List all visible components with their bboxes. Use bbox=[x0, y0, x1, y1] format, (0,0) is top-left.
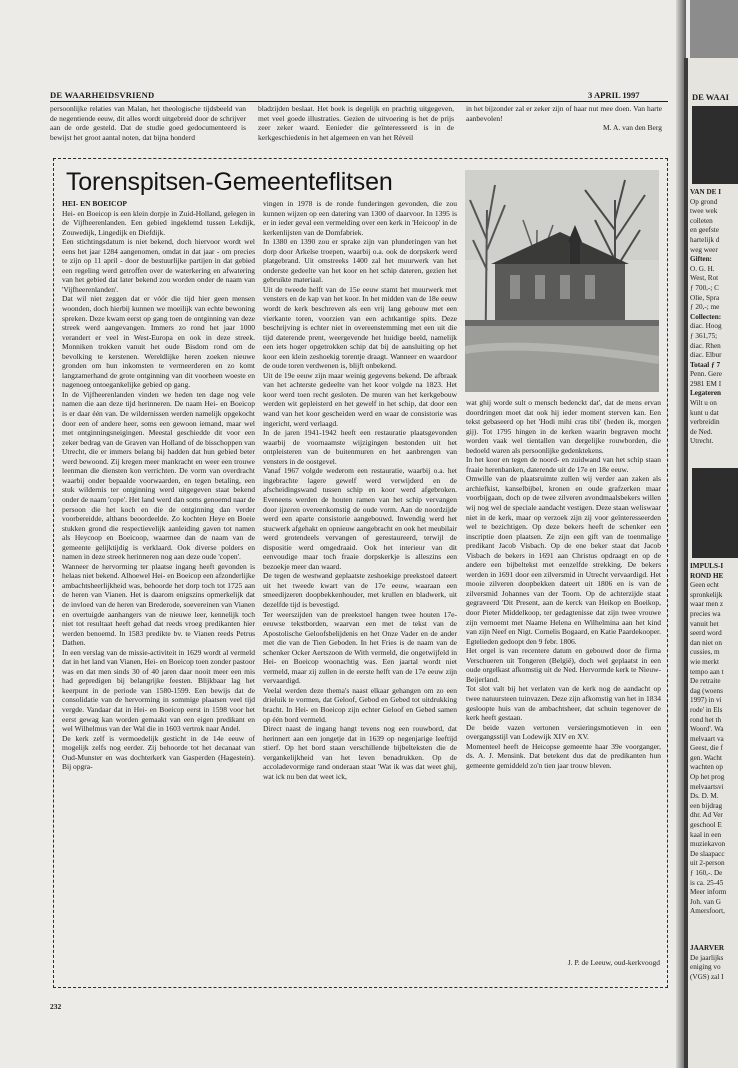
next-page-line: kunt u dat bbox=[690, 408, 719, 417]
next-page-line: De jaarlijks bbox=[690, 953, 724, 962]
next-page-header: DE WAAI bbox=[692, 92, 729, 102]
next-page-line: en geefste bbox=[690, 226, 719, 235]
intro-text-2: bladzijden beslaat. Het boek is degelijk en prachtig uitgegeven, met veel goede illustraties. Gezien de uitvoering is het de prijs zeer zeker waard. Eenieder die geïnteresseerd is in de kerkgeschiedenis in het algemeen en van het Réveil bbox=[258, 104, 454, 142]
next-page-line: precies wa bbox=[690, 609, 721, 618]
next-page-line: Collecten: bbox=[690, 312, 722, 321]
next-page-block-2 bbox=[688, 562, 727, 917]
intro-column-2 bbox=[258, 104, 454, 150]
article-paragraph: Het orgel is van recentere datum en gebouwd door de firma Verschueren uit Tongeren (België), doch wel geplaatst in een oude orgelkast afkomstig uit de Ned. Hervormde kerk te Nieuw-Beijerland. bbox=[466, 646, 661, 684]
intro-text-3: in het bijzonder zal er zeker zijn of haar nut mee doen. Van harte aanbevolen! bbox=[466, 104, 662, 123]
article-paragraph: De kerk zelf is vermoedelijk gesticht in de 14e eeuw of mogelijk zelfs nog eerder. Zij behoorde tot het decanaat van Oud-Munster en was dochterkerk van Gasperden (Hagestein). Bij opgra- bbox=[62, 733, 255, 772]
next-page-line: ƒ 361,75; bbox=[690, 331, 718, 340]
next-page-line: O. G. H. bbox=[690, 264, 715, 273]
article-column-3 bbox=[466, 398, 661, 953]
intro-column-1 bbox=[50, 104, 246, 150]
article-subheading: HEI- EN BOEICOP bbox=[62, 199, 128, 208]
page-number: 232 bbox=[50, 1002, 62, 1011]
magazine-page-right bbox=[684, 58, 738, 1068]
next-page-line: VAN DE I bbox=[690, 188, 722, 196]
next-page-dark-box bbox=[692, 106, 738, 184]
next-page-line: Penn. Gere bbox=[690, 370, 722, 379]
article-paragraph: In 1380 en 1390 zou er sprake zijn van plunderingen van het dorp door Arkelse troepen, waarbij o.a. ook de dorpskerk werd platgebrand. Uit omstreeks 1400 zal het muurwerk van het onderste gedeelte van het koor en het schip dateren, gezien het gebruikte materiaal. bbox=[263, 237, 457, 285]
article-paragraph: Een stichtingsdatum is niet bekend, doch hiervoor wordt wel eens het jaar 1284 aangenomen, omdat in dat jaar - om precies te zijn op 11 april - door de bestuurlijke partijen in dat gebied een regeling werd getroffen over de waterkering en afwatering van het gebied dat later bekend zou worden onder de naam van 'Vijfheerenlanden'. bbox=[62, 237, 255, 294]
next-page-line: Op grond bbox=[690, 197, 718, 206]
next-page-line: diac. Elbur bbox=[690, 351, 722, 360]
article-paragraph: Vanaf 1967 volgde wederom een restauratie, waarbij o.a. het ingebrachte lagere gewelf werd verwijderd en de afscheidingswand tussen schip en koor werd afgebroken. Eveneens werden de houten ramen van het schip vervangen door ijzeren overeenkomstig de oude vorm. Aan de noordzijde werd een aparte consistorie aangebouwd. Inwendig werd het stucwerk afgehakt en opnieuw aangebracht en ook het meubilair werd grotendeels vervangen of gerestaureerd, terwijl de dispositie werd omgedraaid. Ook het interieur van dit eenvoudige maar toch fraaie dorpskerkje is alleszins een bezoekje meer dan waard. bbox=[263, 466, 457, 571]
article-paragraph: Hei- en Boeicop is een klein dorpje in Zuid-Holland, gelegen in de Vijfheerenlanden. Een gebied ingeklemd tussen Lekdijk, Zouwedijk, Lingedijk en Diefdijk. bbox=[62, 208, 255, 237]
next-page-line: ƒ 700,-; C bbox=[690, 283, 719, 292]
next-page-line: verbreidin bbox=[690, 418, 720, 427]
article-column-1 bbox=[62, 199, 255, 984]
publication-header: DE WAARHEIDSVRIEND bbox=[50, 90, 155, 100]
next-page-line: Meer inform bbox=[690, 888, 727, 897]
intro-text-1: persoonlijke relaties van Malan, het theologische tijdsbeeld van de negentiende eeuw, dit alles wordt uitgebreid door de schrijver aan de orde gesteld. Dat de studie goed gedocumenteerd is bewijst het groot aantal noten, dat bijna honderd bbox=[50, 104, 246, 142]
next-page-line: weg weer bbox=[690, 245, 718, 254]
next-page-block-1 bbox=[688, 188, 722, 447]
article-paragraph: Direct naast de ingang hangt tevens nog een rouwbord, dat herinnert aan een jongetje dat in 1639 op negenjarige leeftijd stierf. Op het bord staan verschillende bijbelteksten die de vergankelijkheid van het leven benadrukken. Op de accoladevormige rand onderaan staat 'Wat ik was dat weet ghij, wat ick nu ben dat weet ick, bbox=[263, 724, 457, 781]
next-page-line: is ca. 25-45 bbox=[690, 878, 724, 887]
next-page-line: cussies, m bbox=[690, 648, 720, 657]
article-paragraph: Momenteel heeft de Heicopse gemeente haar 39e voorganger, ds. A. J. Mensink. Dat betekent dus dat de predikanten hun gemeente gemiddeld zo'n tien jaar trouw bleven. bbox=[466, 741, 661, 770]
next-page-line: ROND HE bbox=[690, 571, 724, 580]
article-paragraph: Tot slot valt bij het verlaten van de kerk nog de aandacht op twee natuursteen tuinvazen. Deze zijn afkomstig van het in 1834 gesloopte huis van de ambachtsheer, dat schuin tegenover de kerk heeft gestaan. bbox=[466, 684, 661, 723]
next-page-line: Woord'. Wa bbox=[690, 725, 724, 734]
next-page-line: uit 2-person bbox=[690, 859, 725, 868]
next-page-line: Amersfoort, bbox=[690, 907, 725, 916]
next-page-line: 1997) in vi bbox=[690, 696, 722, 705]
next-page-line: wie merkt bbox=[690, 657, 719, 666]
next-page-line: Op het prog bbox=[690, 773, 725, 782]
article-paragraph: In de jaren 1941-1942 heeft een restauratie plaatsgevonden waarbij de voornaamste wijzigingen bestonden uit het ontpleisteren van de buitenmuren en het aanbrengen van vensters in de oostgevel. bbox=[263, 428, 457, 466]
article-paragraph: wat ghij worde sult o mensch bedenckt dat', dat de mens ervan doordringen moet dat ook hij ieder moment sterven kan. Een tekst gebaseerd op het 'Hodi mihi cras tibi' (heden ik, morgen gij). Tot 1795 hingen in de kerken waarin begraven mocht worden vaak wel tientallen van dergelijke rouwborden, die bedoeld waren als persoonlijke gedenktekens. bbox=[466, 398, 661, 455]
next-page-line: wachten op bbox=[690, 763, 723, 772]
issue-date: 3 APRIL 1997 bbox=[588, 90, 640, 100]
next-page-line: 2981 EM I bbox=[690, 379, 722, 388]
article-column-2 bbox=[263, 199, 457, 984]
next-page-line: Geest, die f bbox=[690, 744, 723, 753]
next-page-line: Legateren bbox=[690, 389, 722, 398]
article-paragraph: Veelal werden deze thema's naast elkaar gehangen om zo een drieluik te vormen, dat Geloof, Gebod en Gebed tot uitdrukking bracht. In Hei- en Boeicop zijn echter Geloof en Gebed samen op één bord vermeld. bbox=[263, 685, 457, 724]
next-page-line: diac. Hoog bbox=[690, 322, 722, 331]
intro-column-3 bbox=[466, 104, 662, 150]
next-page-line: gen. Wacht bbox=[690, 753, 723, 762]
article-paragraph: Wanneer de hervorming ter plaatse ingang heeft gevonden is helaas niet bekend. Alhoewel Hei- en Boeicop een afzonderlijke ambachtsheerlijkheid was, behoorde het dorp toch tot 1725 aan de heren van Vianen. Het is daarom enigszins opmerkelijk dat de invloed van de heren van Brederode, soevereinen van Vianen en overtuigde aanhangers van de nieuwe leer, kennelijk toch niet tot resultaat heeft gehad dat reeds vroeg predikanten hier werden benoemd. In 1583 predikte bv. te Vianen reeds Petrus Dathen. bbox=[62, 561, 255, 648]
article-paragraph: De tegen de westwand geplaatste zeshoekige preekstoel dateert uit het tweede kwart van de 17e eeuw, waaraan een smeedijzeren doopbekkenhouder, met krullen en bladwerk, uit dezelfde tijd is bevestigd. bbox=[263, 571, 457, 609]
next-page-line: hartelijk d bbox=[690, 235, 720, 244]
next-page-line: (VGS) zal I bbox=[690, 972, 724, 981]
article-author: J. P. de Leeuw, oud-kerkvoogd bbox=[567, 958, 660, 967]
next-page-line: Ds. D. M. bbox=[690, 792, 719, 801]
next-page-line: rond het th bbox=[690, 715, 722, 724]
next-page-line: Utrecht. bbox=[690, 437, 714, 446]
article-paragraph: vingen in 1978 is de ronde funderingen gevonden, die zou kunnen wijzen op een datering van 1300 of daarvoor. In 1395 is er in ieder geval een vermelding over een kerk in 'Heicoop' in de kerkenlijsten van de Domfabriek. bbox=[263, 199, 457, 237]
next-page-line: Totaal ƒ 7 bbox=[690, 360, 721, 369]
next-page-line: West, Rot bbox=[690, 274, 719, 283]
next-page-line: De slaapacc bbox=[690, 849, 725, 858]
church-photo-icon bbox=[465, 170, 659, 392]
next-page-line: eniging vo bbox=[690, 963, 721, 972]
next-page-line: dan niet on bbox=[690, 638, 722, 647]
next-page-line: dhr. Ad Ver bbox=[690, 811, 723, 820]
next-page-line: Geen echt bbox=[690, 581, 719, 590]
next-page-line: Wilt u on bbox=[690, 399, 717, 408]
next-page-line: JAARVER bbox=[690, 944, 725, 952]
next-page-line: geschool E bbox=[690, 821, 722, 830]
next-page-line: melvaart va bbox=[690, 734, 724, 743]
next-page-line: muziekavon bbox=[690, 840, 726, 849]
article-paragraph: Uit de tweede helft van de 15e eeuw stamt het muurwerk met vensters en de kap van het koor. In het midden van de 18e eeuw wordt de kerk beschreven als een vrij lang gebouw met een vierkante toren, voorzien van een achtkantige spits. Deze beschrijving is echter niet in overeenstemming met een uit die tijd daterende prent, weergevende het huidige beeld, namelijk een iets hoger opgetrokken schip dat bij de aansluiting op het koor een klein zeshoekig torentje draagt. Wanneer en waardoor de oude toren verdwenen is, blijft onbekend. bbox=[263, 284, 457, 371]
next-page-line: twee wek bbox=[690, 207, 718, 216]
article-paragraph: De beide vazen vertonen versieringsmotieven in een overgangsstijl van Lodewijk XIV en XV. bbox=[466, 722, 661, 742]
next-page-line: een bijdrag bbox=[690, 801, 723, 810]
header-rule bbox=[50, 101, 668, 102]
next-page-line: colleten bbox=[690, 216, 713, 225]
article-paragraph: In een verslag van de missie-activiteit in 1629 wordt al vermeld dat in het land van Vianen, Hei- en Boeicop toen zonder pastoor was en dat men sinds 30 of 40 jaren daar nooit meer een mis had gepredigen bij belangrijke feesten. Blijkbaar lag het keerpunt in de periode van 1580-1599. Een bewijs dat de consolidatie van de hervorming in sommige plaatsen veel tijd vergde. Vandaar dat in Hei- en Boeicop eerst in 1598 voor het eerst gewag kan worden gemaakt van een eigen predikant en wel Wilhelmus van der Wal die in 1603 vertrok naar Andel. bbox=[62, 647, 255, 734]
article-paragraph: Ter weerszijden van de preekstoel hangen twee houten 17e-eeuwse tekstborden, waarvan een met de tekst van de Apostolische Geloofsbelijdenis en het Onze Vader en de ander met die van de Tien Geboden. In het Fries is de naam van de schenker Ocker Aertszoon de With vermeld, die ongetwijfeld in Hei- en Boeicop woonachtig was. Een jaartal wordt niet vermeld, maar zij zullen in de eerste helft van de 17e eeuw zijn vervaardigd. bbox=[263, 609, 457, 686]
review-signature: M. A. van den Berg bbox=[602, 123, 662, 133]
next-page-line: de Ned. bbox=[690, 427, 713, 436]
article-paragraph: Uit de 19e eeuw zijn maar weinig gegevens bekend. De afbraak van het achterste gedeelte van het koor volgde na 1823. Het koor werd toen recht gesloten. De muren van het kerkgebouw werden wit gepleisterd en het gewelf in het schip, dat door een wand van het koor gescheiden werd en waar de consistorie was ingericht, werd verlaagd. bbox=[263, 370, 457, 428]
next-page-line: waar men z bbox=[690, 600, 724, 609]
next-page-line: kaal in een bbox=[690, 830, 722, 839]
next-page-line: dag (woens bbox=[690, 686, 723, 695]
next-page-line: seerd word bbox=[690, 629, 722, 638]
next-page-line: ƒ 160,-. De bbox=[690, 869, 723, 877]
article-title: Torenspitsen-Gemeenteflitsen bbox=[66, 168, 393, 196]
next-page-line: rode' in Els bbox=[690, 705, 723, 714]
next-page-line: diac. Rhen bbox=[690, 341, 721, 350]
article-paragraph: Dat wil niet zeggen dat er vóór die tijd hier geen mensen woonden, doch hierbij kunnen we moeilijk van echte bewoning spreken. Deze kwam eerst op gang toen de ontginning van deze streek werd aangevangen. Immers zo rond het jaar 1000 verandert er veel in West-Europa en ook in deze streek. Monniken trokken vanuit het oude Bisdom rond om de bevolking te kerstenen. Wereldlijke heren zoeken nieuwe gronden om hun inkomsten te vermeerderen en zo komt langzamerhand de grote ontginning van dit voorheen woeste en nagenoeg ontoegankelijke gebied op gang. bbox=[62, 294, 255, 390]
next-page-line: spronkelijk bbox=[690, 590, 723, 599]
next-page-block-3 bbox=[688, 944, 724, 982]
next-page-line: ƒ 20,-; me bbox=[690, 303, 720, 312]
article-paragraph: Omwille van de plaatsruimte zullen wij verder aan zaken als archiefkist, kanselbijbel, kronen en oude grafzerken maar voorbijgaan, doch op de twee zilveren avondmaalsbekers willen wij nog wel de speciale aandacht vestigen. Deze staan weliswaar niet in de kerk, maar op verzoek zijn zij voor geïnteresseerden wel te bezichtigen. Op deze bekers heeft de schenker een inscriptie doen plaatsen. Ze zijn een gift van de toenmalige predikant Jacob Visbach. Op de ene beker staat dat Jacob Visbach de bekers in 1691 aan Christus opdraagt en op de andere een bijbeltekst met eenzelfde strekking. De bekers werden in 1691 door een zilversmid in Utrecht vervaardigd. Het mooie zilveren doopbekken dateert uit 1806 en is van de zilversmid Johannes van der Toorn. Op de achterzijde staat gegraveerd 'Dit Present, aan de kerck van Heikop en Boeikop, door Pieter Middelkoop, ter gedagtenisse dat zijn twee vrouwe zijn vernoemt met Naame Helena en Wilhelmina aan het kind van zijn Neef en Nigt. Cornelis Bogaard, en Katie Paardekooper. Egtelieden gedoopt den 9 febr. 1806. bbox=[466, 474, 661, 646]
next-page-line: Giften: bbox=[690, 255, 712, 264]
next-page-line: melvaartsvi bbox=[690, 782, 724, 791]
next-page-line: vanuit het bbox=[690, 619, 719, 628]
next-page-dark-box-2 bbox=[692, 468, 738, 558]
next-page-line: IMPULS-I bbox=[690, 562, 724, 570]
next-page-line: tempo aan t bbox=[690, 667, 724, 676]
next-page-line: De retraite bbox=[690, 677, 721, 686]
article-paragraph: In de Vijfheerenlanden vinden we heden ten dage nog vele namen die aan deze tijd herinneren. De naam Hei- en Boeicop is er daar één van. De wildernissen werden namelijk opgekocht door een of andere heer, soms een gewoon iemand, maar wel met ontginningsneigingen. Meestal geschiedde dit voor een zeker bedrag van de Graven van Holland of de bisschoppen van Utrecht, die er immers belang bij hadden dat hun gebied beter werd bewoond. Zij kregen meer mankracht en weer een trouwe leenman die diensten kon verrichten. De vorm van overdracht waarbij onder bepaalde voorwaarden, en tegen betaling, een stuk wildernis ter ontginning werd uitgegeven staat bekend onder de naam 'cope'. Het land werd dan soms genoemd naar de persoon die het koch en die de ontginning dan verder voorbereidde, althans beoordeelde. Zo kochten Heye en Boeie stukken grond die respectievelijk aanleiding gaven tot namen als Heycoop en Boeicoop, waarmee dan de naam van de gemeente gelijktijdig is verklaard. Ook diverse polders en namen in deze streek herinneren nog aan deze oude 'copen'. bbox=[62, 389, 255, 562]
next-page-line: Joh. van G bbox=[690, 897, 721, 906]
next-page-line: Olie, Spra bbox=[690, 293, 720, 302]
article-paragraph: In het koor en tegen de noord- en zuidwand van het schip staan fraaie herenbanken, daterende uit de 17e en 18e eeuw. bbox=[466, 455, 661, 474]
